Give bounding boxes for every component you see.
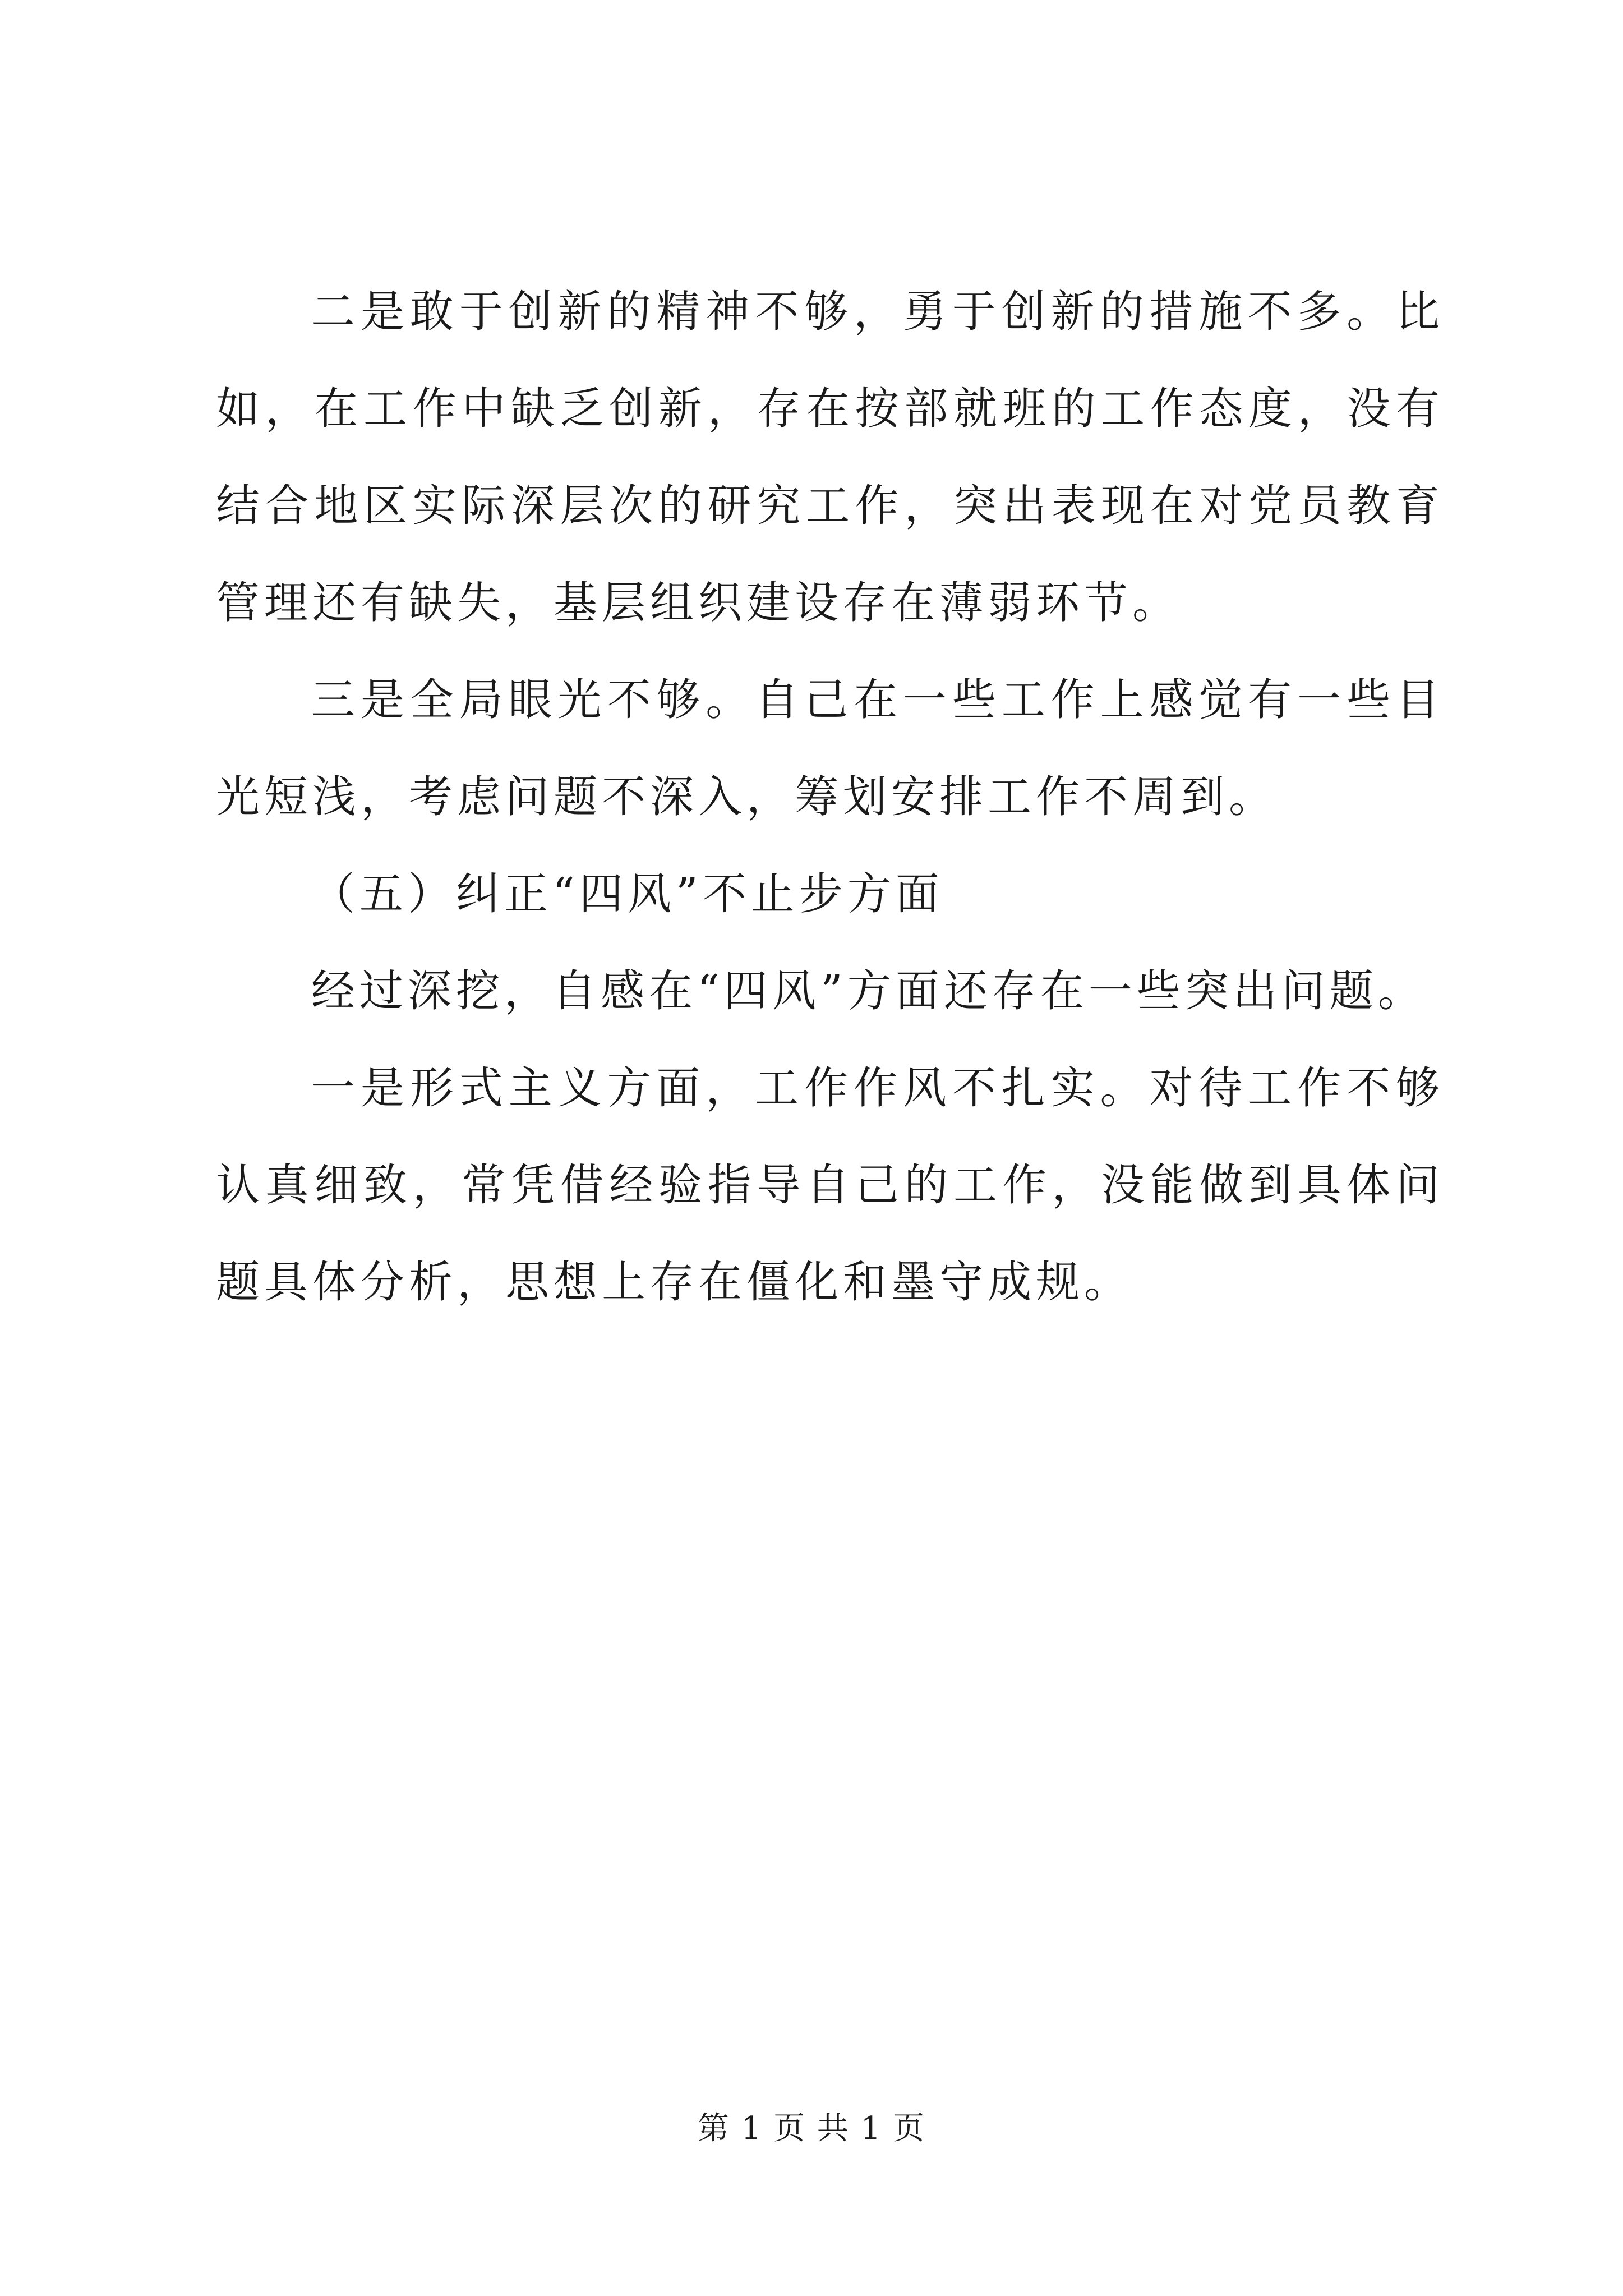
paragraph: 二是敢于创新的精神不够，勇于创新的措施不多。比如，在工作中缺乏创新，存在按部就班的工作态度，没有结合地区实际深层次的研究工作，突出表现在对党员教育管理还有缺失，基层组织建设存在薄弱环节。 [216,287,1444,628]
document-body [216,264,1444,1331]
paragraph: 三是全局眼光不够。自己在一些工作上感觉有一些目光短浅，考虑问题不深入，筹划安排工作不周到。 [216,675,1444,822]
page-footer [0,2106,1623,2151]
paragraph: 一是形式主义方面，工作作风不扎实。对待工作不够认真细致，常凭借经验指导自己的工作，没能做到具体问题具体分析，思想上存在僵化和墨守成规。 [216,1063,1444,1308]
page-number: 第 1 页 共 1 页 [697,2110,926,2147]
section-heading: （五）纠正“四风”不止步方面 [311,869,944,919]
paragraph: 经过深挖，自感在“四风”方面还存在一些突出问题。 [311,966,1426,1016]
